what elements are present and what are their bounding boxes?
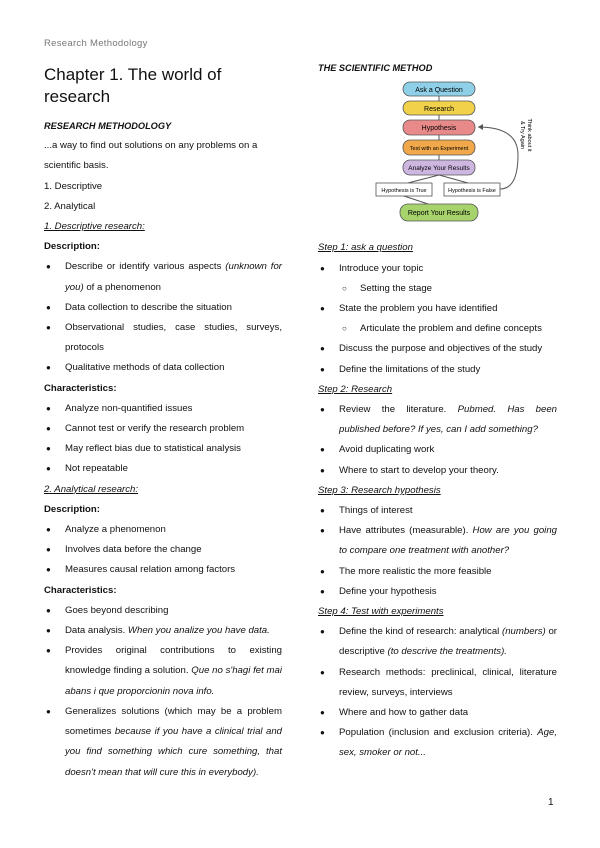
sub-list-item: ○ Setting the stage xyxy=(318,279,557,299)
list-item: ● Measures causal relation among factors xyxy=(44,560,282,580)
list-item: ● Where and how to gather data xyxy=(318,703,557,723)
list-item: ● Discuss the purpose and objectives of the study xyxy=(318,339,557,359)
step1-heading: Step 1: ask a question xyxy=(318,242,413,254)
list-item: ● Involves data before the change xyxy=(44,540,282,560)
list-item: ● Data collection to describe the situation xyxy=(44,298,282,318)
section-subtitle: RESEARCH METHODOLOGY xyxy=(44,121,172,131)
list-item: ● State the problem you have identified xyxy=(318,299,557,319)
analytical-characteristics-list xyxy=(44,601,282,783)
descriptive-description-list xyxy=(44,257,282,378)
step2-list xyxy=(318,400,557,481)
definition xyxy=(44,136,282,176)
branch-true-label: Hypothesis is True xyxy=(381,188,427,195)
list-item: ● Not repeatable xyxy=(44,459,282,479)
definition-text: ...a way to find out solutions on any problems on a scientific basis. xyxy=(44,140,258,172)
step3-heading: Step 3: Research hypothesis xyxy=(318,484,441,496)
chapter-title: Chapter 1. The world of research xyxy=(44,65,222,106)
list-item: ● Avoid duplicating work xyxy=(318,440,557,460)
list-item: ● Research methods: preclinical, clinical, literature review, surveys, interviews xyxy=(318,663,557,703)
list-item: ● Where to start to develop your theory. xyxy=(318,461,557,481)
step-analyze-label: Analyze Your Results xyxy=(408,165,470,173)
analytical-description-list xyxy=(44,520,282,581)
description-label: Description: xyxy=(44,241,100,253)
list-item: ● Define your hypothesis xyxy=(318,582,557,602)
list-item: ● Define the kind of research: analytical (numbers) or descriptive (to descrive the treatments). xyxy=(318,622,557,662)
step3-list xyxy=(318,501,557,602)
list-item: ● Have attributes (measurable). How are you going to compare one treatment with another? xyxy=(318,521,557,561)
list-item: ● May reflect bias due to statistical analysis xyxy=(44,439,282,459)
list-item: ● Observational studies, case studies, surveys, protocols xyxy=(44,318,282,358)
list-item: ● Introduce your topic xyxy=(318,259,557,279)
side-note-line-1: Think about it xyxy=(526,118,532,152)
step-hypothesis-label: Hypothesis xyxy=(421,125,457,133)
description-label-2: Description: xyxy=(44,503,100,515)
scientific-method-diagram xyxy=(318,80,557,226)
page-number: 1 xyxy=(548,797,554,808)
list-item: ● Describe or identify various aspects (unknown for you) of a phenomenon xyxy=(44,257,282,297)
analytical-heading: 2. Analytical research: xyxy=(44,483,139,495)
list-item: ● Cannot test or verify the research problem xyxy=(44,419,282,439)
report-label: Report Your Results xyxy=(407,210,471,218)
type-1: 1. Descriptive xyxy=(44,180,103,192)
list-item: ● Provides original contributions to existing knowledge finding a solution. Que no s'hagi fet mai abans i que proporcionin nova info. xyxy=(44,641,282,702)
list-item: ● The more realistic the more feasible xyxy=(318,562,557,582)
characteristics-label-2: Characteristics: xyxy=(44,584,117,596)
loop-arrowhead xyxy=(478,124,483,130)
left-column xyxy=(44,58,282,783)
step-research-label: Research xyxy=(424,106,454,114)
step2-heading: Step 2: Research xyxy=(318,383,393,395)
loop-arrow xyxy=(478,127,518,189)
step1-list xyxy=(318,259,557,380)
list-item: ● Analyze non-quantified issues xyxy=(44,399,282,419)
characteristics-label: Characteristics: xyxy=(44,382,117,394)
list-item: ● Goes beyond describing xyxy=(44,601,282,621)
descriptive-heading: 1. Descriptive research: xyxy=(44,221,145,233)
branch-false-label: Hypothesis is False xyxy=(448,188,496,195)
list-item: ● Things of interest xyxy=(318,501,557,521)
step-ask-label: Ask a Question xyxy=(415,87,463,95)
step4-list xyxy=(318,622,557,763)
list-item: ● Population (inclusion and exclusion criteria). Age, sex, smoker or not... xyxy=(318,723,557,763)
list-item: ● Analyze a phenomenon xyxy=(44,520,282,540)
sub-list-item: ○ Articulate the problem and define concepts xyxy=(318,319,557,339)
list-item: ● Data analysis. When you analize you have data. xyxy=(44,621,282,641)
step4-heading: Step 4: Test with experiments xyxy=(318,606,444,618)
list-item: ● Generalizes solutions (which may be a problem sometimes because if you have a clinical trial and you find something which cure something, that doesn't mean that will cure this in everybody). xyxy=(44,702,282,783)
list-item: ● Qualitative methods of data collection xyxy=(44,358,282,378)
descriptive-characteristics-list xyxy=(44,399,282,480)
right-column xyxy=(318,58,557,764)
method-title: THE SCIENTIFIC METHOD xyxy=(318,63,433,73)
step-test-label: Test with an Experiment xyxy=(409,146,469,153)
side-note-line-2: & Try Again xyxy=(519,121,525,150)
type-2: 2. Analytical xyxy=(44,200,96,212)
list-item: ● Define the limitations of the study xyxy=(318,360,557,380)
list-item: ● Review the literature. Pubmed. Has been published before? If yes, can I add something? xyxy=(318,400,557,440)
running-header: Research Methodology xyxy=(44,38,148,49)
